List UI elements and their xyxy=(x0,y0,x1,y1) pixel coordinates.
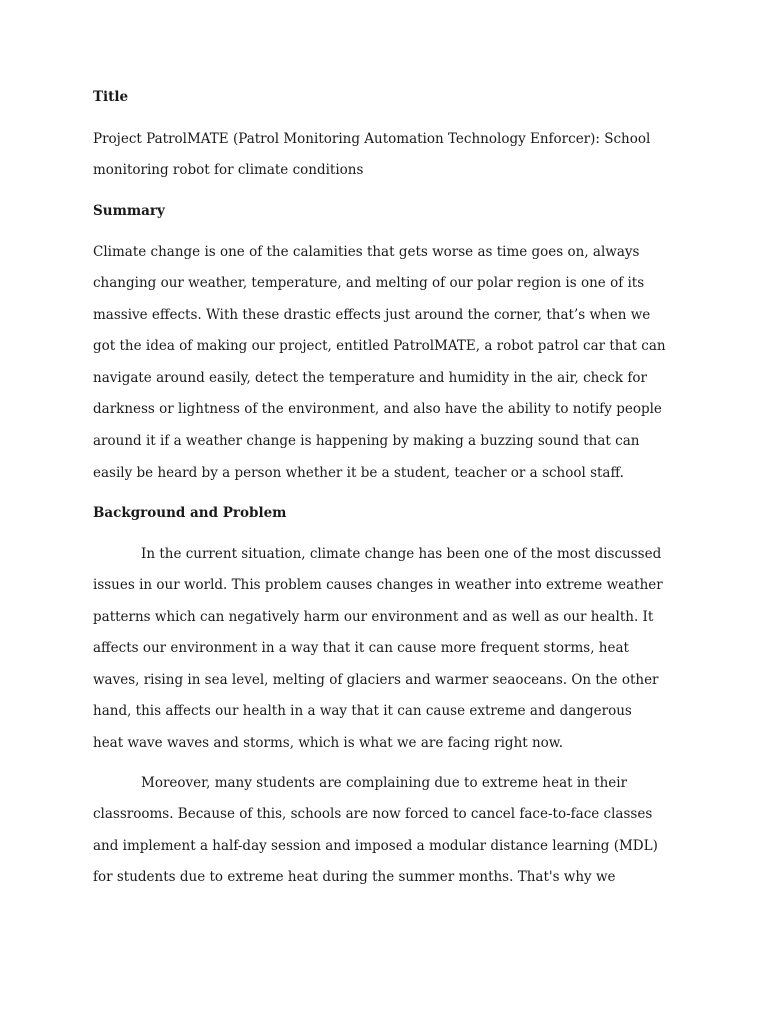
background-line: patterns which can negatively harm our environment and as well as our health. It xyxy=(93,609,654,625)
background-line: heat wave waves and storms, which is what we are facing right now. xyxy=(93,735,564,751)
background-line: Moreover, many students are complaining due to extreme heat in their xyxy=(141,775,628,791)
title-heading: Title xyxy=(93,89,129,105)
background-line: In the current situation, climate change has been one of the most discussed xyxy=(141,546,662,562)
background-line: and implement a half-day session and imposed a modular distance learning (MDL) xyxy=(93,838,658,854)
title-line-2: monitoring robot for climate conditions xyxy=(93,162,364,178)
background-line: classrooms. Because of this, schools are now forced to cancel face-to-face classes xyxy=(93,806,653,822)
summary-line: darkness or lightness of the environment, and also have the ability to notify people xyxy=(93,401,662,417)
summary-line: easily be heard by a person whether it be a student, teacher or a school staff. xyxy=(93,465,624,481)
background-line: for students due to extreme heat during the summer months. That's why we xyxy=(93,869,616,885)
summary-line: changing our weather, temperature, and melting of our polar region is one of its xyxy=(93,275,645,291)
background-line: issues in our world. This problem causes changes in weather into extreme weather xyxy=(93,577,663,593)
summary-line: got the idea of making our project, entitled PatrolMATE, a robot patrol car that can xyxy=(93,338,666,354)
summary-line: around it if a weather change is happening by making a buzzing sound that can xyxy=(93,433,640,449)
background-heading: Background and Problem xyxy=(93,505,287,521)
background-line: hand, this affects our health in a way that it can cause extreme and dangerous xyxy=(93,703,632,719)
background-line: affects our environment in a way that it can cause more frequent storms, heat xyxy=(93,640,629,656)
summary-line: navigate around easily, detect the temperature and humidity in the air, check for xyxy=(93,370,647,386)
summary-line: massive effects. With these drastic effects just around the corner, that’s when we xyxy=(93,307,651,323)
summary-heading: Summary xyxy=(93,203,165,219)
background-line: waves, rising in sea level, melting of glaciers and warmer seaoceans. On the other xyxy=(93,672,659,688)
summary-line: Climate change is one of the calamities that gets worse as time goes on, always xyxy=(93,244,640,260)
title-line-1: Project PatrolMATE (Patrol Monitoring Automation Technology Enforcer): School xyxy=(93,131,651,147)
